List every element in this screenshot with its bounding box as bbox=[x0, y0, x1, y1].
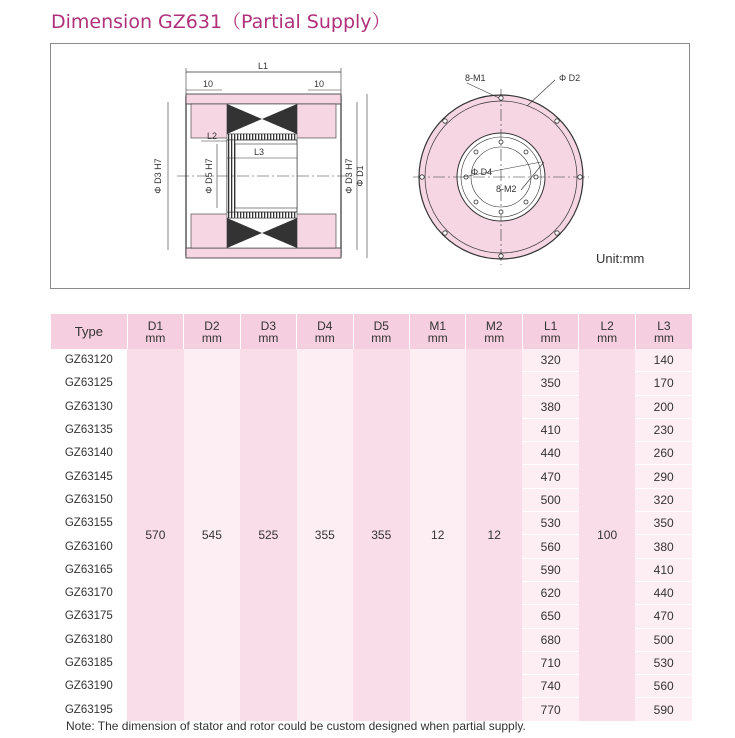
l3-cell: 590 bbox=[635, 698, 692, 721]
type-cell: GZ63170 bbox=[51, 581, 128, 604]
d3-right-label: Φ D3 H7 bbox=[344, 158, 354, 194]
unit-label: Unit:mm bbox=[596, 251, 645, 266]
page-title: Dimension GZ631（Partial Supply） bbox=[51, 11, 391, 33]
l3-label: L3 bbox=[253, 147, 265, 157]
type-cell: GZ63150 bbox=[51, 488, 128, 511]
l1-cell: 530 bbox=[522, 512, 578, 535]
l3-cell: 530 bbox=[635, 651, 692, 674]
l1-cell: 770 bbox=[522, 698, 578, 721]
d1-cell: 570 bbox=[127, 349, 183, 721]
header-d5: D5 mm bbox=[353, 314, 409, 349]
l1-cell: 500 bbox=[522, 488, 578, 511]
l1-cell: 680 bbox=[522, 628, 578, 651]
l1-cell: 590 bbox=[522, 558, 578, 581]
l1-cell: 440 bbox=[522, 442, 578, 465]
front-view bbox=[413, 73, 589, 265]
ten-right-label: 10 bbox=[313, 79, 325, 89]
type-cell: GZ63135 bbox=[51, 418, 128, 441]
l3-cell: 380 bbox=[635, 535, 692, 558]
l1-cell: 470 bbox=[522, 465, 578, 488]
type-cell: GZ63180 bbox=[51, 628, 128, 651]
type-cell: GZ63140 bbox=[51, 442, 128, 465]
l1-cell: 710 bbox=[522, 651, 578, 674]
table-body bbox=[51, 349, 693, 721]
l3-cell: 230 bbox=[635, 418, 692, 441]
d1-label: Φ D1 bbox=[355, 165, 365, 187]
header-l3: L3 mm bbox=[635, 314, 692, 349]
l2-cell: 100 bbox=[579, 349, 635, 721]
m2-label: 8-M2 bbox=[496, 184, 517, 194]
type-cell: GZ63145 bbox=[51, 465, 128, 488]
side-view bbox=[153, 61, 367, 258]
l1-cell: 410 bbox=[522, 418, 578, 441]
technical-drawing-svg bbox=[51, 44, 691, 290]
m2-cell: 12 bbox=[466, 349, 522, 721]
type-cell: GZ63190 bbox=[51, 675, 128, 698]
type-cell: GZ63155 bbox=[51, 512, 128, 535]
type-cell: GZ63130 bbox=[51, 395, 128, 418]
type-cell: GZ63195 bbox=[51, 698, 128, 721]
type-cell: GZ63185 bbox=[51, 651, 128, 674]
d4-label: Φ D4 bbox=[471, 167, 493, 177]
header-d3: D3 mm bbox=[240, 314, 296, 349]
type-cell: GZ63160 bbox=[51, 535, 128, 558]
d2-cell: 545 bbox=[184, 349, 240, 721]
d3-left-label: Φ D3 H7 bbox=[153, 158, 163, 194]
l3-cell: 200 bbox=[635, 395, 692, 418]
l1-cell: 380 bbox=[522, 395, 578, 418]
footnote: Note: The dimension of stator and rotor could be custom designed when partial supply. bbox=[66, 719, 526, 733]
l3-cell: 350 bbox=[635, 512, 692, 535]
d2-label: Φ D2 bbox=[559, 73, 581, 83]
d4-cell: 355 bbox=[297, 349, 353, 721]
l3-cell: 500 bbox=[635, 628, 692, 651]
dimension-table bbox=[50, 314, 692, 722]
header-d1: D1 mm bbox=[127, 314, 183, 349]
l3-cell: 560 bbox=[635, 675, 692, 698]
l3-cell: 140 bbox=[635, 349, 692, 372]
l3-cell: 470 bbox=[635, 605, 692, 628]
d5-label: Φ D5 H7 bbox=[204, 158, 214, 194]
l1-cell: 320 bbox=[522, 349, 578, 372]
ten-left-label: 10 bbox=[202, 79, 214, 89]
type-cell: GZ63125 bbox=[51, 372, 128, 395]
l1-cell: 560 bbox=[522, 535, 578, 558]
header-l1: L1 mm bbox=[522, 314, 578, 349]
type-cell: GZ63120 bbox=[51, 349, 128, 372]
l3-cell: 410 bbox=[635, 558, 692, 581]
header-m1: M1 mm bbox=[410, 314, 466, 349]
m1-cell: 12 bbox=[410, 349, 466, 721]
l3-cell: 290 bbox=[635, 465, 692, 488]
header-m2: M2 mm bbox=[466, 314, 522, 349]
header-type: Type bbox=[51, 314, 128, 349]
d5-cell: 355 bbox=[353, 349, 409, 721]
l1-cell: 740 bbox=[522, 675, 578, 698]
d3-cell: 525 bbox=[240, 349, 296, 721]
l2-label: L2 bbox=[207, 131, 218, 141]
l3-cell: 320 bbox=[635, 488, 692, 511]
l1-cell: 620 bbox=[522, 581, 578, 604]
header-d4: D4 mm bbox=[297, 314, 353, 349]
table-row bbox=[51, 349, 693, 372]
table-header-row bbox=[51, 314, 693, 349]
type-cell: GZ63175 bbox=[51, 605, 128, 628]
header-d2: D2 mm bbox=[184, 314, 240, 349]
m1-label: 8-M1 bbox=[465, 73, 486, 83]
l1-cell: 650 bbox=[522, 605, 578, 628]
type-cell: GZ63165 bbox=[51, 558, 128, 581]
l1-cell: 350 bbox=[522, 372, 578, 395]
l3-cell: 440 bbox=[635, 581, 692, 604]
dimension-drawing bbox=[50, 43, 690, 289]
header-l2: L2 mm bbox=[579, 314, 635, 349]
l1-label: L1 bbox=[257, 61, 269, 71]
l3-cell: 170 bbox=[635, 372, 692, 395]
l3-cell: 260 bbox=[635, 442, 692, 465]
